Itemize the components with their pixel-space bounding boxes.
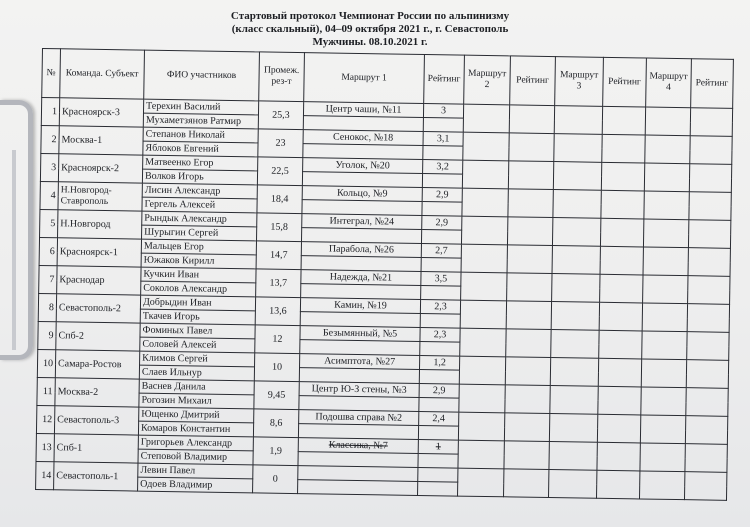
protocol-title: Стартовый протокол Чемпионат России по альпинизму bbox=[230, 10, 510, 22]
route-cell bbox=[642, 303, 687, 332]
rating-1-lower bbox=[423, 145, 463, 160]
rating-cell bbox=[688, 248, 730, 277]
rating-cell bbox=[599, 302, 642, 331]
team-name: Н.Новгород-Ставрополь bbox=[58, 182, 142, 211]
row-number: 7 bbox=[39, 265, 57, 293]
rating-1-lower bbox=[421, 257, 461, 272]
team-name: Спб-1 bbox=[54, 434, 138, 463]
route-cell bbox=[552, 274, 600, 303]
protocol-subtitle: (класс скальный), 04–09 октября 2021 г., г. Севастополь bbox=[231, 23, 509, 35]
rating-cell bbox=[507, 245, 552, 274]
protocol-date: Мужчины. 08.10.2021 г. bbox=[312, 36, 428, 48]
route-cell bbox=[461, 244, 507, 273]
participant-2: Степовой Владимир bbox=[138, 449, 253, 465]
route-cell bbox=[551, 302, 599, 331]
rating-cell bbox=[601, 162, 644, 191]
rating-cell bbox=[509, 133, 554, 162]
col-rating2: Рейтинг bbox=[510, 56, 556, 106]
participant-1: Ющенко Дмитрий bbox=[139, 407, 254, 423]
col-route3: Маршрут 3 bbox=[555, 57, 604, 107]
col-route2: Маршрут 2 bbox=[464, 55, 511, 105]
team-name: Севастополь-1 bbox=[54, 462, 138, 491]
participant-2: Яблоков Евгений bbox=[143, 141, 258, 157]
participant-1: Григорьев Александр bbox=[138, 435, 253, 451]
intermediate-result: 10 bbox=[254, 353, 299, 382]
route-cell bbox=[645, 135, 690, 164]
route-cell bbox=[550, 386, 598, 415]
route-cell bbox=[458, 412, 504, 441]
rating-cell bbox=[686, 388, 728, 417]
row-number: 14 bbox=[36, 461, 54, 489]
route-cell bbox=[639, 471, 684, 500]
rating-cell bbox=[504, 413, 549, 442]
rating-cell bbox=[508, 189, 553, 218]
intermediate-result: 25,3 bbox=[258, 101, 303, 130]
row-number: 8 bbox=[38, 293, 56, 321]
start-protocol-table bbox=[35, 48, 734, 501]
participant-2: Рогозин Михаил bbox=[139, 393, 254, 409]
rating-1-lower bbox=[418, 453, 458, 468]
team-name: Красноярск-2 bbox=[58, 154, 142, 183]
route-cell bbox=[549, 414, 597, 443]
rating-cell bbox=[600, 274, 643, 303]
route-cell bbox=[550, 358, 598, 387]
rating-1-lower bbox=[423, 118, 463, 133]
route-cell bbox=[460, 300, 506, 329]
rating-1-lower bbox=[420, 313, 460, 328]
route-cell bbox=[641, 359, 686, 388]
route-cell bbox=[459, 356, 505, 385]
participant-2: Шурыгин Сергей bbox=[142, 225, 257, 241]
route-1: Камин, №19 bbox=[300, 298, 420, 314]
rating-cell bbox=[689, 192, 731, 221]
rating-1-lower bbox=[418, 425, 458, 440]
team-name: Севастополь-3 bbox=[54, 406, 138, 435]
rating-cell bbox=[689, 164, 731, 193]
participant-1: Климов Сергей bbox=[140, 351, 255, 367]
intermediate-result: 9,45 bbox=[254, 381, 299, 410]
team-name: Красноярск-3 bbox=[59, 98, 143, 127]
route-cell bbox=[641, 387, 686, 416]
rating-1: 2,4 bbox=[419, 411, 459, 426]
rating-1-lower bbox=[420, 341, 460, 356]
route-cell bbox=[643, 247, 688, 276]
rating-cell bbox=[684, 472, 726, 501]
row-number: 2 bbox=[41, 125, 59, 153]
rating-cell bbox=[688, 220, 730, 249]
route-cell bbox=[552, 246, 600, 275]
rating-cell bbox=[597, 414, 640, 443]
team-name: Краснодар bbox=[57, 266, 141, 295]
rating-cell bbox=[509, 105, 554, 134]
route-1: Надежда, №21 bbox=[301, 270, 421, 286]
rating-1-lower bbox=[422, 173, 462, 188]
col-team: Команда. Субъект bbox=[60, 49, 145, 99]
rating-cell bbox=[505, 385, 550, 414]
team-name: Севастополь-2 bbox=[56, 294, 140, 323]
intermediate-result: 13,7 bbox=[256, 269, 301, 298]
route-1: Центр Ю-З стены, №3 bbox=[299, 382, 419, 398]
route-1: Подошва справа №2 bbox=[299, 410, 419, 426]
route-cell bbox=[554, 134, 602, 163]
rating-cell bbox=[685, 444, 727, 473]
participant-2: Соловей Алексей bbox=[140, 337, 255, 353]
intermediate-result: 23 bbox=[258, 129, 303, 158]
rating-1: 3,1 bbox=[423, 131, 463, 146]
team-name: Москва-2 bbox=[55, 378, 139, 407]
rating-cell bbox=[685, 416, 727, 445]
route-cell bbox=[643, 219, 688, 248]
rating-cell bbox=[690, 136, 732, 165]
route-1: Кольцо, №9 bbox=[302, 186, 422, 202]
row-number: 3 bbox=[40, 153, 58, 181]
intermediate-result: 0 bbox=[253, 465, 298, 494]
rating-1: 2,9 bbox=[422, 215, 462, 230]
rating-cell bbox=[601, 190, 644, 219]
rating-cell bbox=[596, 470, 639, 499]
col-fio: ФИО участников bbox=[144, 50, 260, 101]
rating-1-lower bbox=[422, 201, 462, 216]
rating-cell bbox=[599, 330, 642, 359]
rating-1-lower bbox=[419, 369, 459, 384]
row-number: 4 bbox=[40, 181, 58, 209]
route-cell bbox=[640, 443, 685, 472]
row-number: 1 bbox=[41, 98, 59, 126]
rating-cell bbox=[507, 217, 552, 246]
rating-cell bbox=[504, 469, 549, 498]
rating-cell bbox=[506, 301, 551, 330]
participant-1: Левин Павел bbox=[138, 463, 253, 479]
team-name: Спб-2 bbox=[56, 322, 140, 351]
col-num: № bbox=[42, 49, 61, 98]
binder-clip-shadow bbox=[0, 150, 16, 350]
row-number: 6 bbox=[39, 237, 57, 265]
rating-cell bbox=[686, 360, 728, 389]
team-name: Москва-1 bbox=[59, 126, 143, 155]
route-cell bbox=[552, 218, 600, 247]
route-1: Безымянный, №5 bbox=[300, 326, 420, 342]
participant-1: Кучкин Иван bbox=[141, 267, 256, 283]
row-number: 9 bbox=[38, 321, 56, 349]
route-cell bbox=[461, 272, 507, 301]
rating-cell bbox=[504, 441, 549, 470]
route-1: Асимптота, №27 bbox=[300, 354, 420, 370]
route-1: Классика, №7 bbox=[298, 438, 418, 454]
participant-2: Мухаметзянов Ратмир bbox=[143, 113, 258, 129]
intermediate-result: 14,7 bbox=[256, 241, 301, 270]
route-cell bbox=[644, 191, 689, 220]
participant-1: Лисин Александр bbox=[142, 183, 257, 199]
route-1: Парабола, №26 bbox=[301, 242, 421, 258]
col-rating1: Рейтинг bbox=[424, 55, 465, 105]
intermediate-result: 8,6 bbox=[253, 409, 298, 438]
rating-cell bbox=[687, 332, 729, 361]
rating-cell bbox=[597, 442, 640, 471]
team-name: Н.Новгород bbox=[58, 210, 142, 239]
route-cell bbox=[462, 160, 508, 189]
rating-1: 2,9 bbox=[419, 383, 459, 398]
participant-1: Мальцев Егор bbox=[141, 239, 256, 255]
route-1: Центр чаши, №11 bbox=[303, 102, 423, 118]
route-cell bbox=[553, 190, 601, 219]
row-number: 12 bbox=[36, 405, 54, 433]
participant-2: Одоев Владимир bbox=[138, 477, 253, 493]
rating-cell bbox=[690, 108, 732, 137]
rating-cell bbox=[600, 218, 643, 247]
participant-1: Васнев Данила bbox=[139, 379, 254, 395]
participant-1: Рындык Александр bbox=[142, 211, 257, 227]
team-name: Самара-Ростов bbox=[55, 350, 139, 379]
col-route1: Маршрут 1 bbox=[304, 53, 425, 104]
row-number: 13 bbox=[36, 433, 54, 461]
team-name: Красноярск-1 bbox=[57, 238, 141, 267]
participant-2: Слаев Ильнур bbox=[139, 365, 254, 381]
route-cell bbox=[549, 470, 597, 499]
rating-cell bbox=[506, 329, 551, 358]
route-1: Сенокос, №18 bbox=[303, 130, 423, 146]
route-cell bbox=[554, 106, 602, 135]
rating-cell bbox=[598, 386, 641, 415]
route-cell bbox=[461, 216, 507, 245]
participant-1: Фоминых Павел bbox=[140, 323, 255, 339]
rating-1: 1,2 bbox=[419, 355, 459, 370]
intermediate-result: 22,5 bbox=[257, 157, 302, 186]
rating-1 bbox=[418, 467, 458, 482]
route-cell bbox=[644, 163, 689, 192]
intermediate-result: 12 bbox=[255, 325, 300, 354]
rating-1: 1 bbox=[418, 439, 458, 454]
route-1: Интеграл, №24 bbox=[302, 214, 422, 230]
intermediate-result: 1,9 bbox=[253, 437, 298, 466]
col-result: Промеж. рез-т bbox=[259, 52, 305, 102]
route-cell bbox=[460, 328, 506, 357]
participant-2: Гергель Алексей bbox=[142, 197, 257, 213]
participant-2: Южаков Кирилл bbox=[141, 253, 256, 269]
rating-1-lower bbox=[421, 285, 461, 300]
rating-1: 3,5 bbox=[421, 271, 461, 286]
participant-1: Терехин Василий bbox=[143, 99, 258, 115]
rating-1: 3 bbox=[423, 104, 463, 119]
rating-1: 2,9 bbox=[422, 187, 462, 202]
route-1-lower bbox=[298, 480, 418, 496]
row-number: 11 bbox=[37, 377, 55, 405]
rating-cell bbox=[507, 273, 552, 302]
rating-1-lower bbox=[419, 397, 459, 412]
route-cell bbox=[645, 107, 690, 136]
rating-cell bbox=[688, 276, 730, 305]
rating-1: 2,3 bbox=[420, 299, 460, 314]
route-cell bbox=[462, 188, 508, 217]
rating-1: 2,3 bbox=[420, 327, 460, 342]
route-cell bbox=[640, 415, 685, 444]
route-cell bbox=[458, 440, 504, 469]
rating-cell bbox=[598, 358, 641, 387]
rating-1: 2,7 bbox=[421, 243, 461, 258]
route-cell bbox=[459, 384, 505, 413]
route-cell bbox=[458, 468, 504, 497]
rating-cell bbox=[602, 134, 645, 163]
col-route4: Маршрут 4 bbox=[646, 58, 692, 108]
participant-1: Матвеенко Егор bbox=[143, 155, 258, 171]
row-number: 5 bbox=[40, 209, 58, 237]
participant-2: Соколов Александр bbox=[141, 281, 256, 297]
participant-1: Добрыдин Иван bbox=[140, 295, 255, 311]
row-number: 10 bbox=[37, 349, 55, 377]
col-rating3: Рейтинг bbox=[603, 57, 647, 107]
route-cell bbox=[553, 162, 601, 191]
rating-cell bbox=[508, 161, 553, 190]
rating-1-lower bbox=[418, 481, 458, 496]
intermediate-result: 15,8 bbox=[256, 213, 301, 242]
intermediate-result: 18,4 bbox=[257, 185, 302, 214]
rating-cell bbox=[602, 106, 645, 135]
participant-2: Ткачев Игорь bbox=[140, 309, 255, 325]
intermediate-result: 13,6 bbox=[255, 297, 300, 326]
route-cell bbox=[642, 331, 687, 360]
rating-cell bbox=[505, 357, 550, 386]
participant-2: Комаров Константин bbox=[138, 421, 253, 437]
rating-cell bbox=[687, 304, 729, 333]
rating-1-lower bbox=[421, 229, 461, 244]
col-rating4: Рейтинг bbox=[691, 59, 734, 109]
route-cell bbox=[549, 442, 597, 471]
route-cell bbox=[463, 104, 509, 133]
route-1: Уголок, №20 bbox=[303, 158, 423, 174]
route-cell bbox=[463, 132, 509, 161]
route-cell bbox=[551, 330, 599, 359]
rating-cell bbox=[600, 246, 643, 275]
participant-1: Степанов Николай bbox=[143, 127, 258, 143]
route-cell bbox=[643, 275, 688, 304]
rating-1: 3,2 bbox=[423, 159, 463, 174]
participant-2: Волков Игорь bbox=[142, 169, 257, 185]
